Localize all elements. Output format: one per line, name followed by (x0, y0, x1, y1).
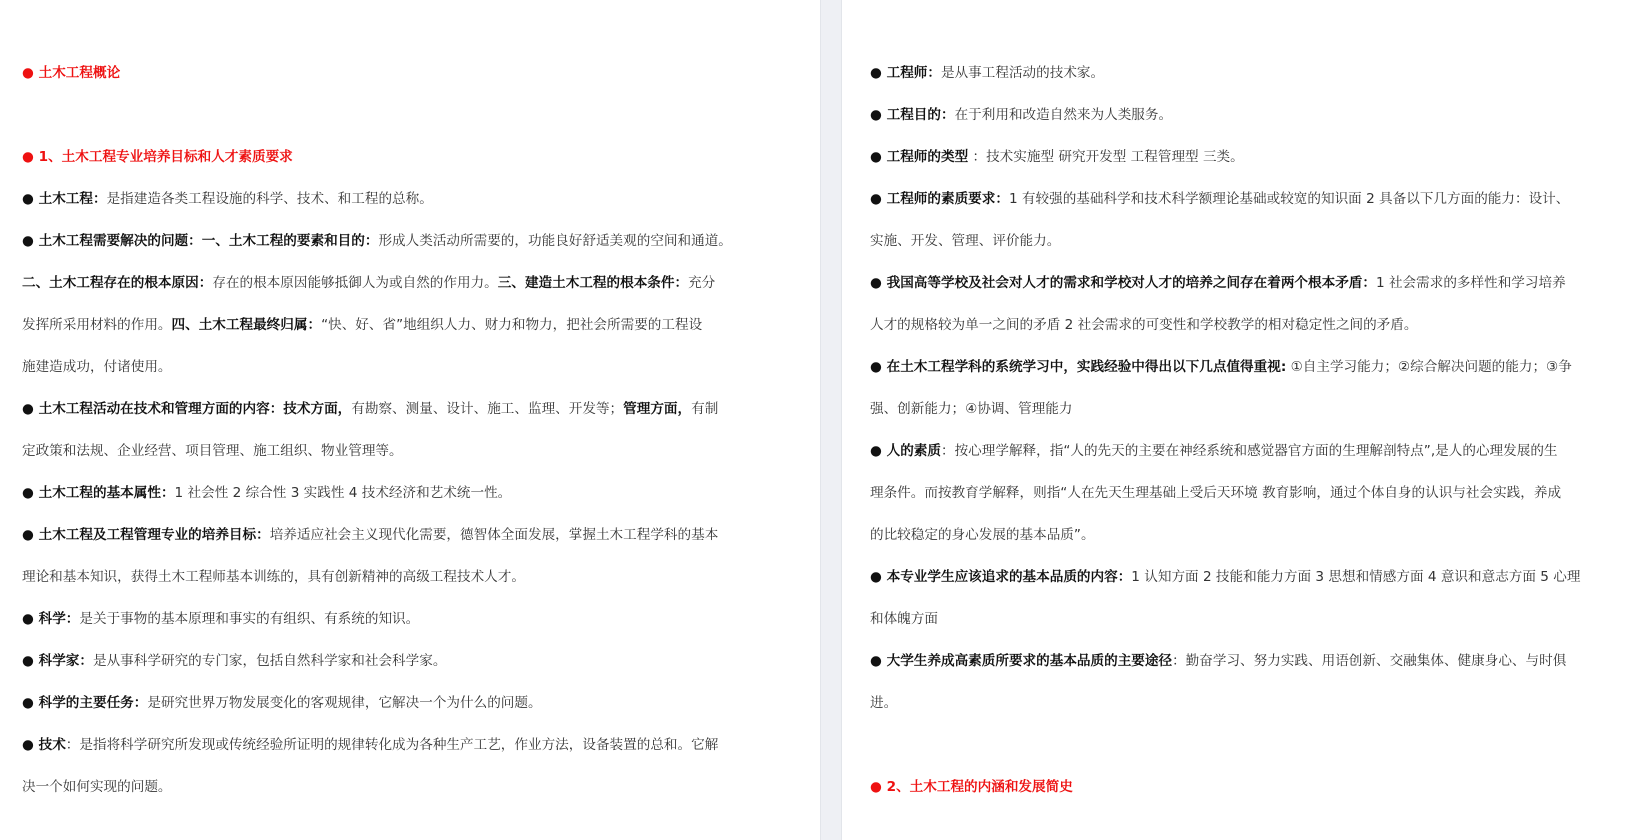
paragraph-training-goal-line2: 理论和基本知识，获得土木工程师基本训练的，具有创新精神的高级工程技术人才。 (22, 569, 525, 585)
section-heading-2: ● 2、土木工程的内涵和发展简史 (870, 779, 1073, 795)
paragraph-contradictions-line1: ● 我国高等学校及社会对人才的需求和学校对人才的培养之间存在着两个根本矛盾：1 社会需求的多样性和学习培养 (870, 275, 1566, 291)
paragraph-pathways-line2: 进。 (870, 695, 898, 711)
page-gutter (820, 0, 842, 840)
paragraph-training-goal-line1: ● 土木工程及工程管理专业的培养目标：培养适应社会主义现代化需要，德智体全面发展，掌握土木工程学科的基本 (22, 527, 719, 543)
paragraph-practice-line1: ● 在土木工程学科的系统学习中，实践经验中得出以下几点值得重视: ①自主学习能力；②综合解决问题的能力；③争 (870, 359, 1572, 375)
section-heading-1: ● 1、土木工程专业培养目标和人才素质要求 (22, 149, 293, 165)
doc-title: ● 土木工程概论 (22, 65, 121, 81)
bullet-icon: ● (22, 191, 39, 207)
bullet-icon: ● (870, 191, 887, 207)
bullet-icon: ● (870, 275, 887, 291)
paragraph-root-cause-line1: 二、土木工程存在的根本原因：存在的根本原因能够抵御人为或自然的作用力。三、建造土木工程的根本条件：充分 (22, 275, 716, 291)
bullet-icon: ● (22, 485, 39, 501)
paragraph-engineer-quality-line1: ● 工程师的素质要求：1 有较强的基础科学和技术科学额理论基础或较宽的知识面 2 具备以下几方面的能力：设计、 (870, 191, 1570, 207)
bullet-icon: ● (870, 443, 887, 459)
bullet-icon: ● (870, 107, 887, 123)
paragraph-root-cause-line2: 发挥所采用材料的作用。四、土木工程最终归属：“快、好、省”地组织人力、财力和物力，把社会所需要的工程设 (22, 317, 703, 333)
paragraph-practice-line2: 强、创新能力；④协调、管理能力 (870, 401, 1073, 417)
bullet-icon: ● (870, 779, 887, 795)
paragraph-pathways-line1: ● 大学生养成高素质所要求的基本品质的主要途径：勤奋学习、努力实践、用语创新、交融集体、健康身心、与时俱 (870, 653, 1567, 669)
bullet-icon: ● (870, 359, 887, 375)
paragraph-human-quality-line3: 的比较稳定的身心发展的基本品质”。 (870, 527, 1095, 543)
paragraph-problems: ● 土木工程需要解决的问题：一、土木工程的要素和目的：形成人类活动所需要的，功能良好舒适美观的空间和通道。 (22, 233, 732, 249)
paragraph-human-quality-line2: 理条件。而按教育学解释，则指“人在先天生理基础上受后天环境 教育影响，通过个体自身的认识与社会实践，养成 (870, 485, 1562, 501)
paragraph-contradictions-line2: 人才的规格较为单一之间的矛盾 2 社会需求的可变性和学校教学的相对稳定性之间的矛盾。 (870, 317, 1418, 333)
paragraph-human-quality-line1: ● 人的素质：按心理学解释，指“人的先天的主要在神经系统和感觉器官方面的生理解剖特点”,是人的心理发展的生 (870, 443, 1558, 459)
paragraph-activities-line2: 定政策和法规、企业经营、项目管理、施工组织、物业管理等。 (22, 443, 403, 459)
paragraph-basic-qualities-line1: ● 本专业学生应该追求的基本品质的内容：1 认知方面 2 技能和能力方面 3 思想和情感方面 4 意识和意志方面 5 心理 (870, 569, 1581, 585)
paragraph-engineer-types: ● 工程师的类型 ：技术实施型 研究开发型 工程管理型 三类。 (870, 149, 1244, 165)
paragraph-science: ● 科学：是关于事物的基本原理和事实的有组织、有系统的知识。 (22, 611, 420, 627)
paragraph-science-task: ● 科学的主要任务：是研究世界万物发展变化的客观规律，它解决一个为什么的问题。 (22, 695, 542, 711)
paragraph-basic-qualities-line2: 和体魄方面 (870, 611, 938, 627)
paragraph-engineer-quality-line2: 实施、开发、管理、评价能力。 (870, 233, 1061, 249)
bullet-icon: ● (22, 149, 39, 165)
bullet-icon: ● (22, 401, 39, 417)
bullet-icon: ● (22, 611, 39, 627)
paragraph-root-cause-line3: 施建造成功，付诸使用。 (22, 359, 172, 375)
bullet-icon: ● (22, 737, 39, 753)
bullet-icon: ● (22, 695, 39, 711)
bullet-icon: ● (870, 569, 887, 585)
bullet-icon: ● (22, 233, 39, 249)
bullet-icon: ● (870, 149, 887, 165)
paragraph-technology-line2: 决一个如何实现的问题。 (22, 779, 172, 795)
paragraph-engineering-purpose: ● 工程目的：在于利用和改造自然来为人类服务。 (870, 107, 1173, 123)
right-page (842, 0, 1638, 840)
paragraph-engineer: ● 工程师：是从事工程活动的技术家。 (870, 65, 1105, 81)
bullet-icon: ● (22, 65, 39, 81)
paragraph-scientist: ● 科学家：是从事科学研究的专门家，包括自然科学家和社会科学家。 (22, 653, 447, 669)
bullet-icon: ● (22, 653, 39, 669)
paragraph-technology-line1: ● 技术：是指将科学研究所发现或传统经验所证明的规律转化成为各种生产工艺，作业方法，设备装置的总和。它解 (22, 737, 719, 753)
paragraph-activities-line1: ● 土木工程活动在技术和管理方面的内容：技术方面，有勘察、测量、设计、施工、监理、开发等；管理方面，有制 (22, 401, 719, 417)
paragraph-attributes: ● 土木工程的基本属性：1 社会性 2 综合性 3 实践性 4 技术经济和艺术统一性。 (22, 485, 512, 501)
paragraph-civil-engineering: ● 土木工程：是指建造各类工程设施的科学、技术、和工程的总称。 (22, 191, 433, 207)
bullet-icon: ● (870, 653, 887, 669)
bullet-icon: ● (22, 527, 39, 543)
bullet-icon: ● (870, 65, 887, 81)
